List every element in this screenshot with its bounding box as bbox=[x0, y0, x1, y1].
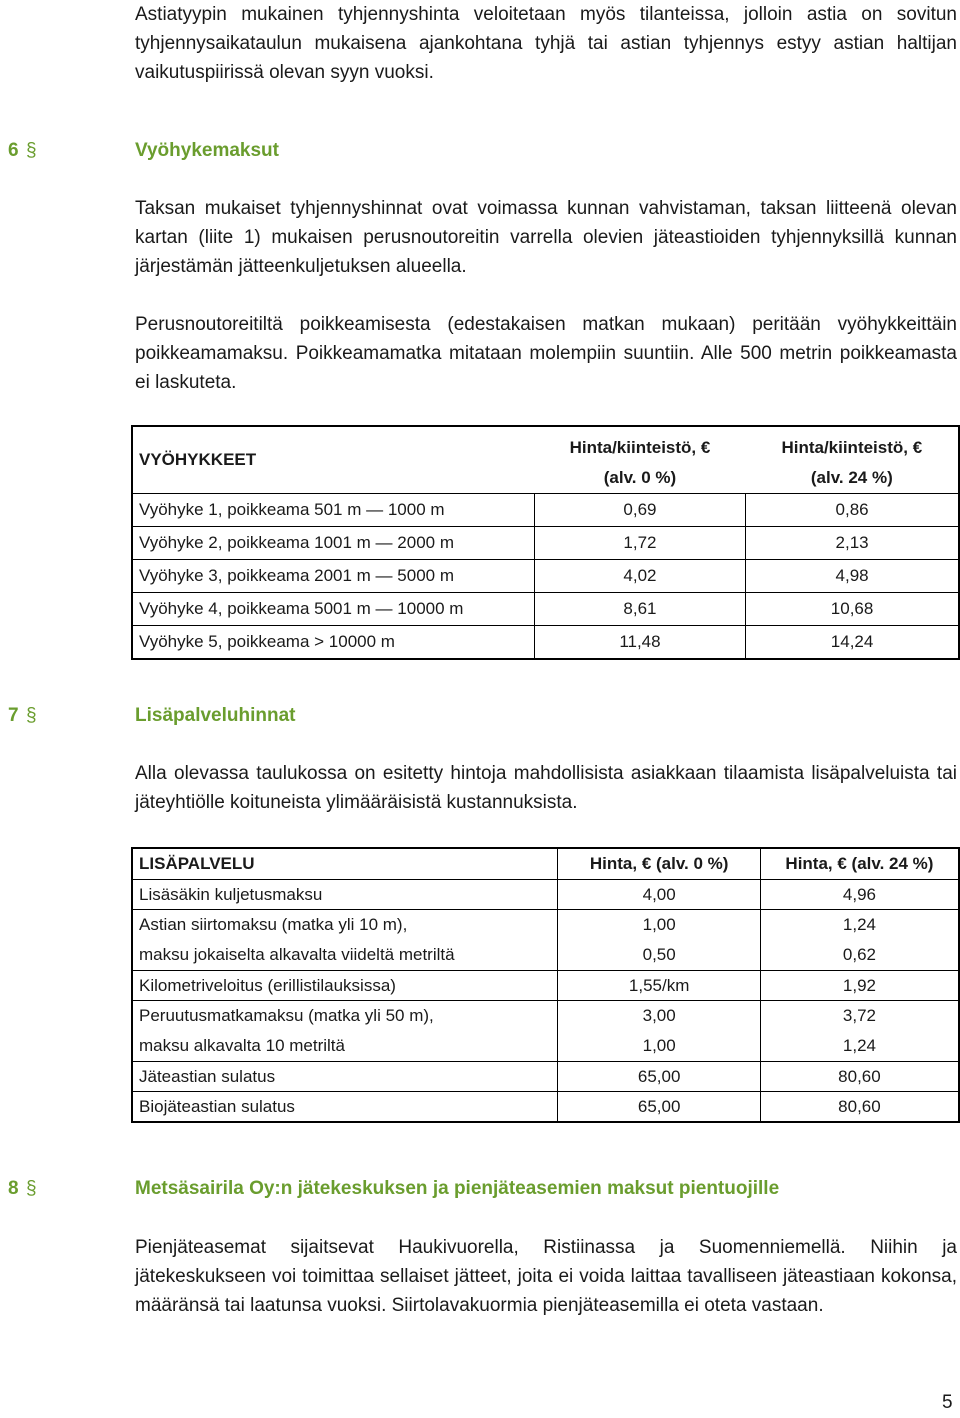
zone-label: Vyöhyke 1, poikkeama 501 m — 1000 m bbox=[132, 494, 534, 527]
price-line: 3,00 bbox=[642, 1006, 676, 1025]
section-title: Lisäpalveluhinnat bbox=[135, 705, 296, 726]
zone-label: Vyöhyke 5, poikkeama > 10000 m bbox=[132, 626, 534, 660]
section-8-paragraph-1: Pienjäteasemat sijaitsevat Haukivuorella, Ristiinassa ja Suomenniemellä. Niihin ja jätekeskukseen voi toimittaa sellaiset jätteet, joita ei voida laittaa tavalliseen jäteastiaan kokonsa, määränsä tai laatunsa vuoksi. Siirtolavakuormia pienjäteasemilla ei oteta vastaan. bbox=[135, 1237, 957, 1316]
table-row bbox=[132, 527, 959, 560]
extra-services-table bbox=[131, 847, 960, 1123]
table-row bbox=[132, 1062, 959, 1092]
table-row bbox=[132, 880, 959, 910]
zone-price-table bbox=[131, 425, 960, 660]
price-vat0: 65,00 bbox=[558, 1062, 760, 1092]
service-label-line: Peruutusmatkamaksu (matka yli 50 m), bbox=[139, 1006, 434, 1025]
service-label-line: Astian siirtomaksu (matka yli 10 m), bbox=[139, 915, 408, 934]
service-label bbox=[132, 910, 558, 971]
column-header: Hinta, € (alv. 24 %) bbox=[760, 848, 959, 880]
section-symbol: § bbox=[26, 140, 37, 161]
table-row bbox=[132, 593, 959, 626]
column-header: LISÄPALVELU bbox=[132, 848, 558, 880]
price-line: 1,00 bbox=[642, 1036, 676, 1055]
column-header: (alv. 24 %) bbox=[810, 468, 893, 487]
price-vat24: 0,86 bbox=[746, 494, 959, 527]
section-number: 6 bbox=[8, 140, 19, 161]
price-vat0: 4,02 bbox=[534, 560, 745, 593]
price-vat0: 8,61 bbox=[534, 593, 745, 626]
column-header: (alv. 0 %) bbox=[603, 468, 677, 487]
section-title: Vyöhykemaksut bbox=[135, 140, 279, 161]
service-label bbox=[132, 1001, 558, 1062]
column-header: Hinta, € (alv. 0 %) bbox=[558, 848, 760, 880]
price-vat24: 80,60 bbox=[760, 1092, 959, 1123]
table-row bbox=[132, 560, 959, 593]
price-vat0: 65,00 bbox=[558, 1092, 760, 1123]
section-6-heading bbox=[8, 137, 279, 165]
section-title: Metsäsairila Oy:n jätekeskuksen ja pienjäteasemien maksut pientuojille bbox=[135, 1178, 780, 1199]
section-symbol: § bbox=[26, 1178, 37, 1199]
table-header-row bbox=[132, 848, 959, 880]
price-line: 3,72 bbox=[842, 1006, 876, 1025]
intro-paragraph: Astiatyypin mukainen tyhjennyshinta veloitetaan myös tilanteissa, jolloin astia on sovitun tyhjennysaikataulun mukaisena ajankohtana tyhjä tai astian tyhjennys estyy astian haltijan vaikutuspiirissä olevan syyn vuoksi. bbox=[135, 4, 957, 83]
price-vat0: 1,72 bbox=[534, 527, 745, 560]
price-vat0: 0,69 bbox=[534, 494, 745, 527]
service-label-line: maksu jokaiselta alkavalta viideltä metriltä bbox=[139, 945, 455, 964]
price-vat24: 4,98 bbox=[746, 560, 959, 593]
section-7-heading bbox=[8, 702, 296, 730]
price-line: 0,62 bbox=[842, 945, 876, 964]
zone-label: Vyöhyke 4, poikkeama 5001 m — 10000 m bbox=[132, 593, 534, 626]
section-symbol: § bbox=[26, 705, 37, 726]
price-vat0: 4,00 bbox=[558, 880, 760, 910]
price-vat0 bbox=[558, 1001, 760, 1062]
section-6-paragraph-2: Perusnoutoreitiltä poikkeamisesta (edestakaisen matkan mukaan) peritään vyöhykkeittäin poikkeamamaksu. Poikkeamamatka mitataan molempiin suuntiin. Alle 500 metrin poikkeamasta ei laskuteta. bbox=[135, 314, 957, 393]
price-vat24: 10,68 bbox=[746, 593, 959, 626]
price-vat0: 11,48 bbox=[534, 626, 745, 660]
section-6-paragraph-1: Taksan mukaiset tyhjennyshinnat ovat voimassa kunnan vahvistaman, taksan liitteenä olevan kartan (liite 1) mukaisen perusnoutoreitin varrella olevien jäteastioiden tyhjennyksillä kunnan järjestämän jätteenkuljetuksen alueella. bbox=[135, 198, 957, 277]
price-vat24: 14,24 bbox=[746, 626, 959, 660]
service-label: Lisäsäkin kuljetusmaksu bbox=[132, 880, 558, 910]
service-label: Jäteastian sulatus bbox=[132, 1062, 558, 1092]
section-number: 8 bbox=[8, 1178, 19, 1199]
table-row bbox=[132, 1092, 959, 1123]
price-line: 0,50 bbox=[642, 945, 676, 964]
price-vat24: 1,92 bbox=[760, 971, 959, 1001]
table-row bbox=[132, 494, 959, 527]
section-8-heading bbox=[8, 1175, 780, 1203]
service-label-line: maksu alkavalta 10 metriltä bbox=[139, 1036, 345, 1055]
service-label: Biojäteastian sulatus bbox=[132, 1092, 558, 1123]
column-header: Hinta/kiinteistö, € bbox=[569, 438, 711, 457]
page-number: 5 bbox=[942, 1392, 953, 1413]
price-vat24 bbox=[760, 910, 959, 971]
section-number: 7 bbox=[8, 705, 19, 726]
section-7-paragraph-1: Alla olevassa taulukossa on esitetty hintoja mahdollisista asiakkaan tilaamista lisäpalveluista tai jäteyhtiölle koituneista ylimääräisistä kustannuksista. bbox=[135, 763, 957, 813]
table-header-row bbox=[132, 426, 959, 463]
price-vat0 bbox=[558, 910, 760, 971]
column-header: VYÖHYKKEET bbox=[139, 450, 257, 469]
price-vat24 bbox=[760, 1001, 959, 1062]
table-row bbox=[132, 1001, 959, 1062]
zone-label: Vyöhyke 2, poikkeama 1001 m — 2000 m bbox=[132, 527, 534, 560]
price-vat24: 4,96 bbox=[760, 880, 959, 910]
table-row bbox=[132, 626, 959, 660]
service-label: Kilometriveloitus (erillistilauksissa) bbox=[132, 971, 558, 1001]
price-vat0: 1,55/km bbox=[558, 971, 760, 1001]
table-row bbox=[132, 910, 959, 971]
price-vat24: 80,60 bbox=[760, 1062, 959, 1092]
table-row bbox=[132, 971, 959, 1001]
price-line: 1,24 bbox=[842, 1036, 876, 1055]
price-vat24: 2,13 bbox=[746, 527, 959, 560]
price-line: 1,24 bbox=[842, 915, 876, 934]
column-header: Hinta/kiinteistö, € bbox=[781, 438, 923, 457]
price-line: 1,00 bbox=[642, 915, 676, 934]
zone-label: Vyöhyke 3, poikkeama 2001 m — 5000 m bbox=[132, 560, 534, 593]
